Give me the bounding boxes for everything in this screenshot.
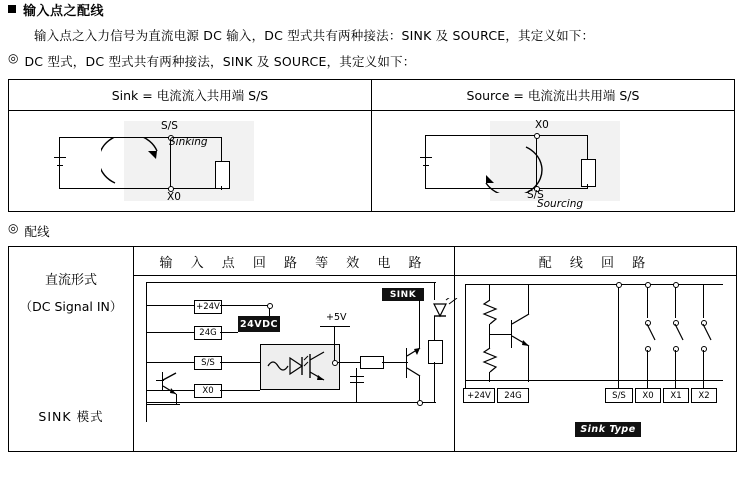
source-label-ss: S/S: [526, 189, 544, 201]
table-row: [9, 80, 735, 111]
switch-symbol: [695, 322, 715, 348]
wire: [220, 362, 260, 363]
terminal-x2-right: X2: [691, 388, 717, 403]
resistor-symbol: [215, 161, 230, 189]
current-arrow-icon: [468, 135, 548, 193]
left-label-line1: 直流形式: [44, 273, 97, 288]
wire: [465, 380, 723, 381]
source-header-label: Source = 电流流出共用端 S/S: [466, 88, 640, 103]
wire: [465, 284, 466, 392]
sink-tag: SINK: [382, 288, 424, 301]
node-dot: [534, 133, 540, 139]
source-diagram-cell: [371, 111, 734, 212]
section-title: 输入点之配线: [23, 4, 105, 19]
equivalent-circuit-diagram: [134, 276, 454, 451]
terminal-24g: 24G: [194, 326, 222, 340]
subsection-wiring-text: 配线: [24, 224, 50, 239]
wiring-circuit-diagram: [455, 276, 736, 451]
wire: [647, 284, 648, 318]
resistor-zigzag-symbol: [482, 300, 500, 326]
wire: [618, 284, 619, 388]
subsection-dc: [0, 52, 749, 70]
wire: [528, 346, 529, 382]
supply-24vdc-box: 24VDC: [238, 316, 280, 332]
resistor-symbol: [360, 356, 384, 369]
wire: [220, 390, 260, 391]
source-label-mode: Sourcing: [536, 198, 584, 210]
wire: [647, 350, 648, 388]
node-dot: [267, 303, 273, 309]
capacitor-plate: [350, 376, 364, 377]
wire: [146, 305, 194, 306]
terminal-ss-right: S/S: [605, 388, 633, 403]
square-bullet-icon: [8, 5, 16, 13]
wire: [146, 282, 436, 283]
sink-label-mode: Sinking: [169, 136, 208, 148]
wire: [434, 362, 435, 402]
battery-plate: [420, 157, 432, 158]
wire: [356, 382, 357, 402]
wire: [489, 284, 490, 300]
equivalent-circuit-cell: [134, 276, 455, 452]
left-label-cell: [9, 247, 134, 452]
battery-plate: [54, 157, 66, 158]
source-label-x0: X0: [534, 119, 549, 131]
node-dot: [332, 360, 338, 366]
wire: [146, 404, 180, 405]
wire: [675, 350, 676, 388]
optocoupler-symbol: [260, 344, 338, 388]
wire: [587, 135, 588, 161]
middle-header-cell: [134, 247, 455, 276]
wire: [146, 362, 194, 363]
sink-circuit-diagram: [9, 111, 371, 211]
terminal-x0: X0: [194, 384, 222, 398]
wire: [220, 305, 270, 306]
wire: [382, 362, 408, 363]
sink-header-label: Sink = 电流流入共用端 S/S: [111, 88, 269, 103]
wire: [221, 137, 222, 163]
wire: [425, 167, 426, 189]
switch-symbol: [639, 322, 659, 348]
resistor-zigzag-symbol: [482, 348, 500, 374]
table-row: [9, 247, 737, 276]
wire: [425, 135, 426, 155]
source-circuit-diagram: [372, 111, 734, 211]
section-heading: [0, 0, 749, 19]
wire: [146, 332, 194, 333]
circle-bullet-icon-2: ◎: [8, 221, 19, 235]
intro-paragraph: 输入点之入力信号为直流电源 DC 输入，DC 型式共有两种接法：SINK 及 SOURCE，其定义如下：: [34, 28, 595, 43]
wire: [489, 324, 490, 338]
node-dot: [417, 400, 423, 406]
wire: [320, 326, 350, 327]
subsection-dc-text: DC 型式，DC 型式共有两种接法，SINK 及 SOURCE，其定义如下：: [24, 54, 416, 69]
terminal-24g-right: 24G: [497, 388, 529, 403]
terminal-ss: S/S: [194, 356, 222, 370]
middle-header-label: 输 入 点 回 路 等 效 电 路: [159, 256, 429, 271]
left-label-line2: （DC Signal IN）: [19, 299, 123, 314]
wire: [356, 368, 357, 382]
right-header-label: 配 线 回 路: [538, 256, 653, 271]
switch-symbol: [667, 322, 687, 348]
node-dot: [673, 282, 679, 288]
wire: [465, 284, 723, 285]
wire: [146, 402, 436, 403]
wiring-circuit-cell: [455, 276, 737, 452]
wire: [146, 282, 147, 422]
sink-type-tag: Sink Type: [575, 422, 641, 437]
resistor-symbol: [428, 340, 443, 364]
source-header-cell: [371, 80, 734, 111]
sink-source-table: [8, 79, 735, 212]
wire: [419, 300, 420, 348]
wire: [528, 284, 529, 314]
resistor-symbol: [581, 159, 596, 187]
transistor-symbol: [511, 312, 545, 350]
node-dot: [616, 282, 622, 288]
subsection-wiring: [0, 222, 749, 240]
wire: [334, 326, 335, 362]
wire: [59, 137, 60, 155]
wire: [419, 376, 420, 402]
terminal-24v: +24V: [194, 300, 222, 314]
sink-label-x0: X0: [167, 191, 181, 203]
wiring-table: [8, 246, 737, 452]
label-5v: +5V: [326, 312, 347, 323]
sink-header-cell: [9, 80, 372, 111]
wire: [489, 338, 490, 348]
wire: [338, 362, 360, 363]
sink-diagram-cell: [9, 111, 372, 212]
left-label-line3: SINK 模式: [38, 409, 104, 424]
right-header-cell: [455, 247, 737, 276]
wire: [434, 316, 435, 342]
left-label-stack: [9, 269, 133, 425]
wire: [59, 167, 60, 189]
wire: [489, 334, 511, 335]
node-dot: [645, 282, 651, 288]
terminal-x0-right: X0: [635, 388, 661, 403]
terminal-x1-right: X1: [663, 388, 689, 403]
wire: [703, 284, 704, 318]
wire: [675, 284, 676, 318]
wire: [220, 332, 238, 333]
table-row: [9, 111, 735, 212]
circle-bullet-icon: ◎: [8, 51, 19, 65]
terminal-24v-right: +24V: [463, 388, 495, 403]
wire: [703, 350, 704, 388]
sink-label-ss: S/S: [161, 120, 178, 132]
